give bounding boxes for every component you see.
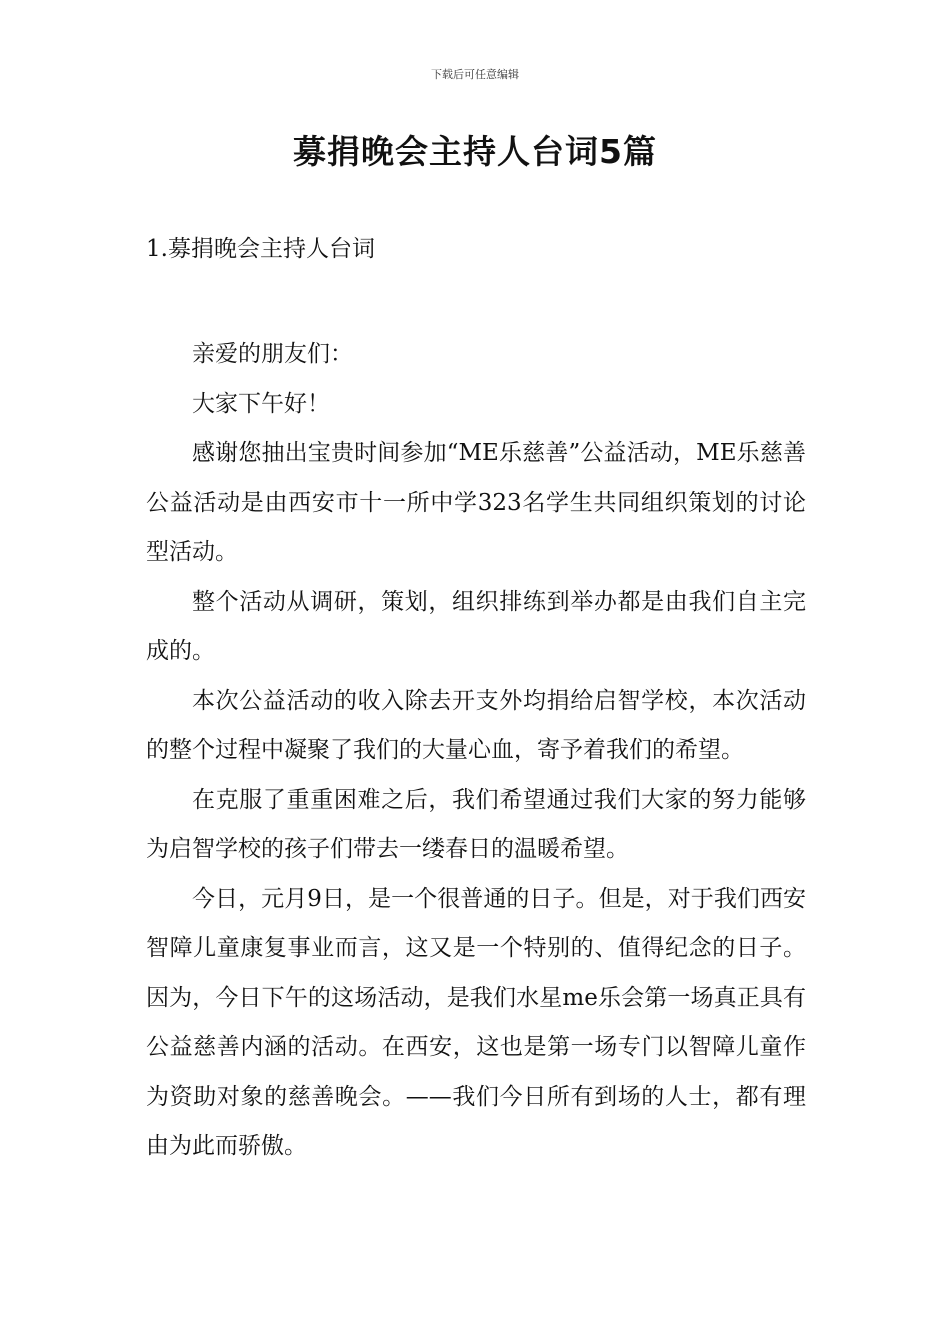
paragraph-greeting: 亲爱的朋友们： (192, 341, 353, 367)
paragraph-today: 今日，元月9日，是一个很普通的日子。但是，对于我们西安智障儿童康复事业而言，这又是一个特别的、值得纪念的日子。因为，今日下午的这场活动，是我们水星me乐会第一场真正具有公益慈善内涵的活动。在西安，这也是第一场专门以智障儿童作为资助对象的慈善晚会。——我们今日所有到场的人士，都有理由为此而骄傲。 (146, 885, 806, 1159)
document-title: 募捐晚会主持人台词5篇 (293, 132, 657, 171)
header-note: 下载后可任意编辑 (431, 68, 519, 81)
document-body (146, 330, 806, 1172)
section-heading: 1.募捐晚会主持人台词 (146, 236, 375, 262)
paragraph-income: 本次公益活动的收入除去开支外均捐给启智学校，本次活动的整个过程中凝聚了我们的大量心血，寄予着我们的希望。 (146, 687, 806, 763)
paragraph-hope: 在克服了重重困难之后，我们希望通过我们大家的努力能够为启智学校的孩子们带去一缕春日的温暖希望。 (146, 786, 806, 862)
paragraph-salutation: 大家下午好！ (192, 390, 330, 417)
paragraph-process: 整个活动从调研，策划，组织排练到举办都是由我们自主完成的。 (146, 588, 806, 664)
paragraph-thanks: 感谢您抽出宝贵时间参加“ME乐慈善”公益活动，ME乐慈善公益活动是由西安市十一所中学323名学生共同组织策划的讨论型活动。 (146, 440, 806, 565)
